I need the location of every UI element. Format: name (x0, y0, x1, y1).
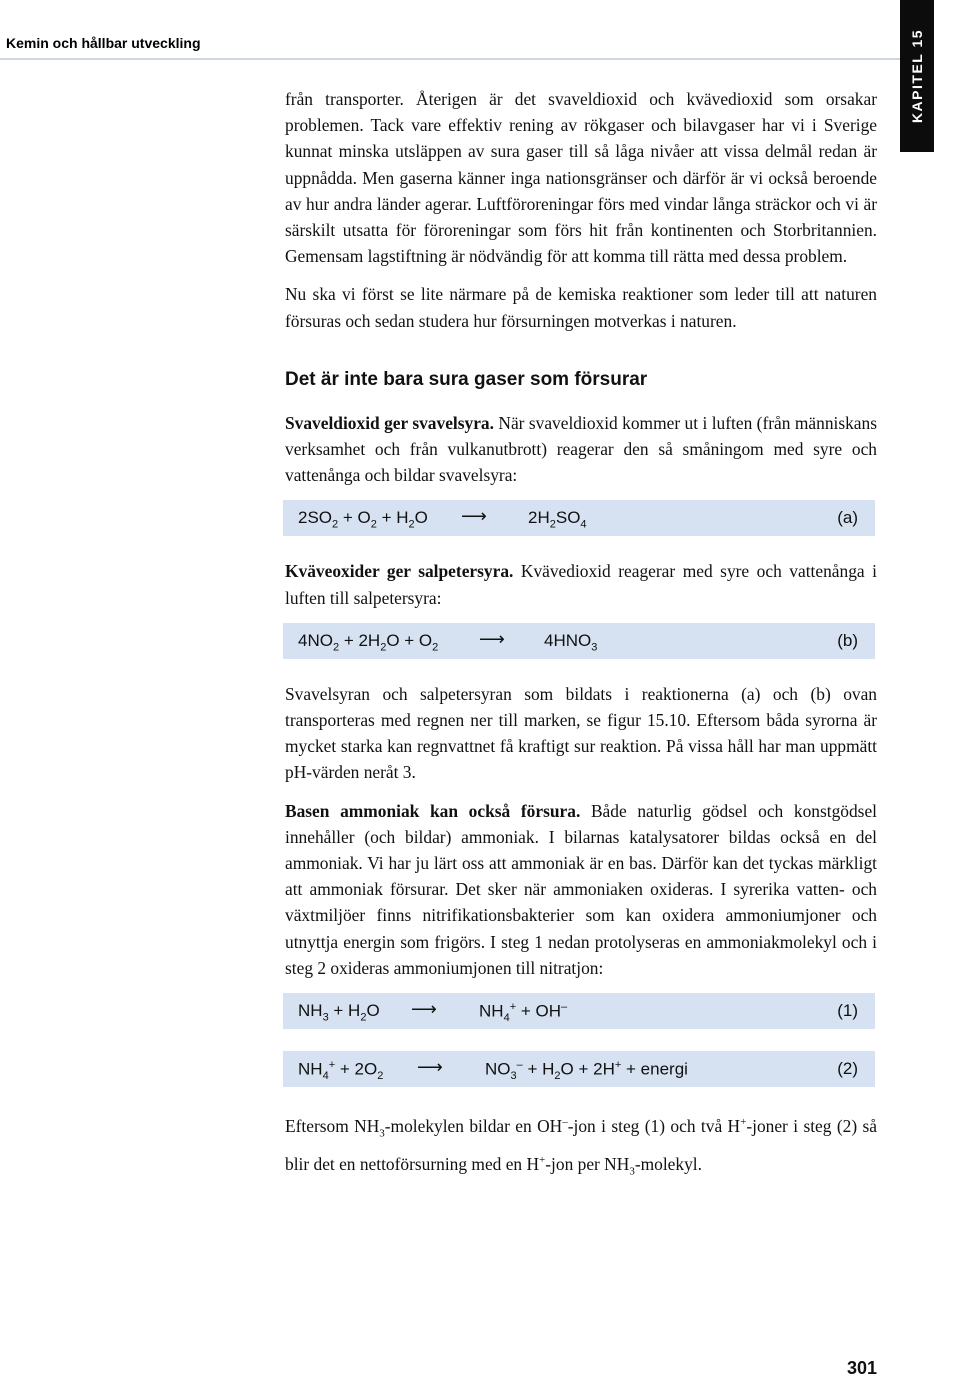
equation-b-arrow: ⟶ (479, 628, 505, 649)
section-heading: Det är inte bara sura gaser som försurar (285, 368, 648, 390)
equation-2 (283, 1051, 875, 1087)
equation-2-products: $NO_3^- + H_2O + 2H^+$ + energi (485, 1059, 688, 1083)
ammonia-lead: Basen ammoniak kan också försura. (285, 800, 581, 821)
ammonia-paragraph (285, 798, 877, 981)
equation-2-arrow: ⟶ (417, 1057, 443, 1078)
page-header (0, 0, 960, 62)
sulfur-paragraph (285, 410, 877, 489)
running-header-title: Kemin och hållbar utveckling (6, 35, 201, 51)
equation-b-reactants: $4NO_2 + 2H_2O + O_2$ (298, 630, 439, 654)
sulfur-lead: Svaveldioxid ger svavelsyra. (285, 412, 494, 433)
equation-1-arrow: ⟶ (411, 999, 437, 1020)
equation-a-products: $2H_2SO_4$ (528, 508, 587, 531)
header-rule (0, 58, 900, 60)
equation-2-reactants: $NH_4^+ + 2O_2$ (298, 1059, 384, 1083)
nitrogen-paragraph (285, 558, 877, 610)
main-content (285, 86, 877, 1196)
intro-paragraph: från transporter. Återigen är det svaveldioxid och kvävedioxid som orsakar problemen. Tack vare effektiv rening av rökgaser och bilavgaser har vi i Sverige kunnat minska utsläppen av sura gaser till så låga nivåer att vissa delmål redan är uppnådda. Men gaserna känner inga nationsgränser och därför är vi också beroende av hur andra länder agerar. Luftföroreningar förs med vindar långa sträckor och vi är särskilt utsatta för föroreningar som förs hit från kontinenten och Storbritannien. Gemensam lagstiftning är nödvändig för att komma till rätta med dessa problem. (285, 89, 877, 267)
equation-b-products: $4HNO_3$ (544, 630, 598, 654)
equation-a (283, 500, 875, 536)
equation-a-label: (a) (837, 508, 858, 528)
conclusion-paragraph: Eftersom $NH_3$-molekylen bildar en OH–-jon i steg (1) och två H+-joner i steg (2) så blir det en nettoförsurning med en H+-jon per $NH_3$-molekyl. (285, 1115, 878, 1177)
equation-a-arrow: ⟶ (461, 506, 487, 527)
nitrogen-text: Kvävedioxid reagerar med syre och vattenånga i luften till salpetersyra: (285, 561, 877, 608)
chapter-tab-label: KAPITEL 15 (909, 28, 925, 124)
equation-1 (283, 993, 875, 1029)
nitrogen-lead: Kväveoxider ger salpetersyra. (285, 561, 514, 582)
acids-paragraph: Svavelsyran och salpetersyran som bildats i reaktionerna (a) och (b) ovan transporteras med regnen ner till marken, se figur 15.10. Eftersom båda syrorna är mycket starka kan regnvattnet få kraftigt sur reaktion. På vissa håll har man uppmätt pH-värden neråt 3. (285, 683, 877, 783)
equation-1-products: $NH_4^+ + OH^-$ (479, 1001, 568, 1025)
ammonia-text: Både naturlig gödsel och konstgödsel innehåller (och bildar) ammoniak. I bilarnas katalysatorer bildas också en del ammoniak. Vi har ju lärt oss att ammoniak är en bas. Därför kan det tyckas märkligt att ammoniak försurar. Det sker när ammoniaken oxideras. I syrerika vatten- och växtmiljöer finns nitrifikationsbakterier som kan oxidera ammoniumjoner och utnyttja energin som frigörs. I steg 1 nedan protolyseras en ammoniakmolekyl och i steg 2 oxideras ammoniumjonen till nitratjon: (285, 800, 877, 978)
equation-b (283, 623, 875, 659)
equation-a-reactants: $2SO_2 + O_2 + H_2O$ (298, 508, 428, 531)
equation-2-label: (2) (837, 1059, 858, 1079)
equation-1-label: (1) (837, 1001, 858, 1021)
equation-b-label: (b) (837, 630, 858, 650)
page-number: 301 (847, 1358, 878, 1378)
overview-paragraph: Nu ska vi först se lite närmare på de kemiska reaktioner som leder till att naturen försuras och sedan studera hur försurningen motverkas i naturen. (285, 284, 877, 331)
sulfur-text: När svaveldioxid kommer ut i luften (från människans verksamhet och från vulkanutbrott) reagerar den så småningom med syre och vattenånga och bildar svavelsyra: (285, 412, 877, 486)
chapter-tab (900, 0, 934, 152)
equation-1-reactants: $NH_3 + H_2O$ (298, 1001, 380, 1024)
